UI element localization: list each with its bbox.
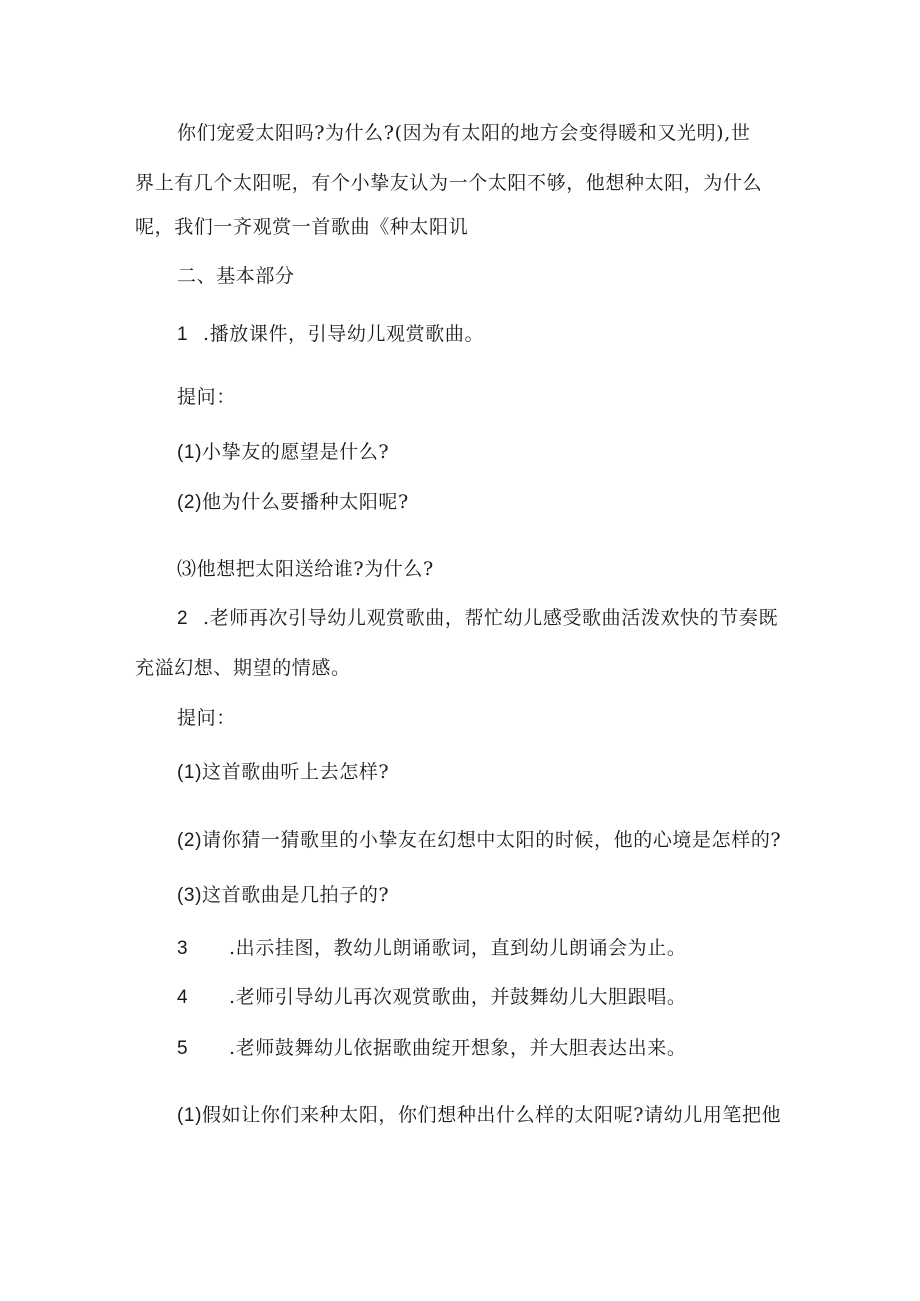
question-1-1 xyxy=(177,440,389,465)
intro-line-2: 界上有几个太阳呢，有个小挚友认为一个太阳不够，他想种太阳，为什么 xyxy=(135,172,763,194)
question-1-3 xyxy=(177,557,434,581)
question-2-1 xyxy=(177,760,389,785)
step-5 xyxy=(177,1036,686,1061)
question-1-2 xyxy=(177,490,409,515)
question-number: (3) xyxy=(177,885,203,906)
step-3 xyxy=(177,936,686,961)
intro-line-3: 呢，我们一齐观赏一首歌曲《种太阳讥 xyxy=(135,216,469,238)
question-number: (1) xyxy=(177,1105,203,1126)
step-2-line-1 xyxy=(177,606,778,631)
step-5-text: .老师鼓舞幼儿依据歌曲绽开想象，并大胆表达出来。 xyxy=(229,1037,687,1059)
question-text: 他为什么要播种太阳呢? xyxy=(202,491,409,513)
step-4-text: .老师引导幼儿再次观赏歌曲，并鼓舞幼儿大胆跟唱。 xyxy=(229,986,687,1008)
question-text: 假如让你们来种太阳，你们想种出什么样的太阳呢?请幼儿用笔把他 xyxy=(202,1104,782,1126)
step-1-number: 1 xyxy=(177,324,189,345)
question-text: 小挚友的愿望是什么? xyxy=(202,441,390,463)
step-2-number: 2 xyxy=(177,608,189,629)
step-1 xyxy=(177,322,484,347)
question-2-3 xyxy=(177,883,389,908)
step-3-text: .出示挂图，教幼儿朗诵歌词，直到幼儿朗诵会为止。 xyxy=(229,937,687,959)
ask-label-1: 提问： xyxy=(177,386,236,408)
question-text: 这首歌曲听上去怎样? xyxy=(202,761,390,783)
step-5-number: 5 xyxy=(177,1038,189,1059)
step-2-text: .老师再次引导幼儿观赏歌曲，帮忙幼儿感受歌曲活泼欢快的节奏既 xyxy=(203,607,779,629)
question-text: 他想把太阳送给谁?为什么? xyxy=(196,558,434,580)
question-number: (2) xyxy=(177,830,203,851)
section-title: 二、基本部分 xyxy=(177,265,295,287)
question-number: ⑶ xyxy=(177,558,197,580)
question-number: (2) xyxy=(177,492,203,513)
intro-line-1: 你们宠爱太阳吗?为什么?(因为有太阳的地方会变得暖和又光明),世 xyxy=(177,122,751,144)
question-text: 请你猜一猜歌里的小挚友在幻想中太阳的时候，他的心境是怎样的? xyxy=(202,829,782,851)
step-2-line-2: 充溢幻想、期望的情感。 xyxy=(135,657,351,679)
question-number: (1) xyxy=(177,762,203,783)
step-3-number: 3 xyxy=(177,938,189,959)
ask-label-2: 提问： xyxy=(177,707,236,729)
step-1-text: .播放课件，引导幼儿观赏歌曲。 xyxy=(203,323,485,345)
question-text: 这首歌曲是几拍子的? xyxy=(202,884,390,906)
question-3-1 xyxy=(177,1103,781,1128)
question-number: (1) xyxy=(177,442,203,463)
question-2-2 xyxy=(177,828,781,853)
step-4-number: 4 xyxy=(177,987,189,1008)
step-4 xyxy=(177,985,686,1010)
